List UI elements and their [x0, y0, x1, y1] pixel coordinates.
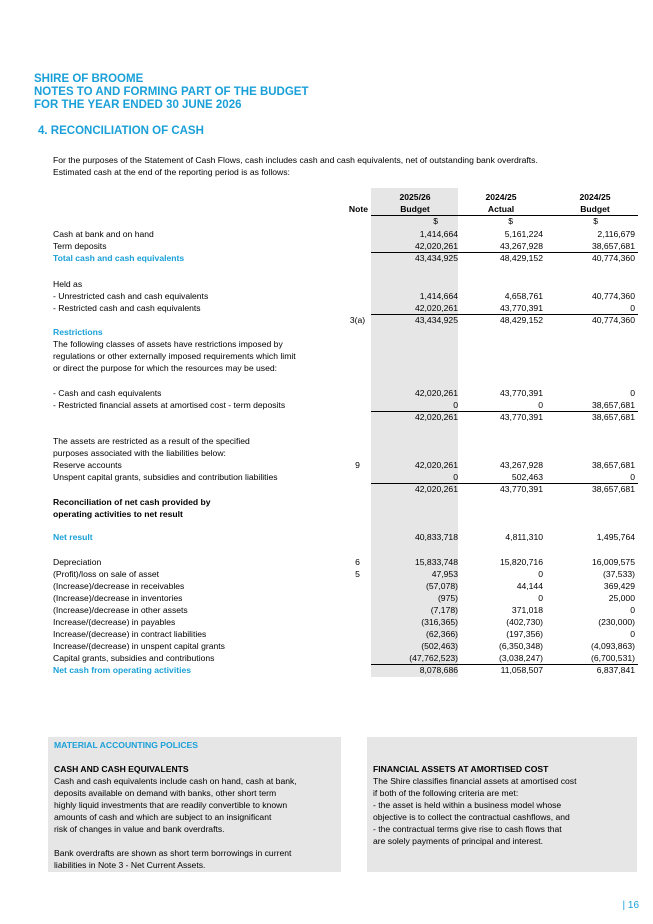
row-label: Term deposits — [53, 241, 107, 251]
col2-year: 2024/25 — [485, 192, 517, 202]
cell-actual: 43,267,928 — [499, 460, 543, 470]
overdrafts-text — [54, 847, 335, 871]
row-label: Total cash and cash equivalents — [53, 253, 185, 263]
cell-prior-budget: 16,009,575 — [591, 557, 635, 567]
cell-actual: (3,038,247) — [499, 653, 543, 663]
cell-actual: (6,350,348) — [499, 641, 543, 651]
table-row — [53, 471, 638, 483]
table-row — [53, 447, 638, 459]
report-header — [34, 73, 309, 112]
cell-prior-budget: 0 — [630, 303, 635, 313]
cell-budget: 43,434,925 — [414, 253, 458, 263]
cell-budget: 1,414,664 — [419, 229, 458, 239]
col2-header — [466, 191, 536, 215]
cell-prior-budget: 38,657,681 — [591, 400, 635, 410]
row-note: 5 — [355, 569, 360, 579]
table-row — [53, 628, 638, 640]
report-title: NOTES TO AND FORMING PART OF THE BUDGET — [34, 86, 309, 98]
row-label: regulations or other externally imposed requirements which limit — [53, 351, 296, 361]
policy-line: deposits available on demand with banks, other short term — [54, 788, 277, 798]
row-label: Unspent capital grants, subsidies and contribution liabilities — [53, 472, 278, 482]
row-label: purposes associated with the liabilities below: — [53, 448, 226, 458]
policy-line: are solely payments of principal and interest. — [373, 836, 544, 846]
cell-budget: 40,833,718 — [414, 532, 458, 542]
cell-prior-budget: 0 — [630, 388, 635, 398]
cell-budget: 42,020,261 — [414, 484, 458, 494]
cell-prior-budget: 1,495,764 — [596, 532, 635, 542]
table-row — [53, 435, 638, 447]
cell-actual: 43,770,391 — [499, 303, 543, 313]
policies-title: MATERIAL ACCOUNTING POLICES — [54, 740, 199, 750]
report-period: FOR THE YEAR ENDED 30 JUNE 2026 — [34, 99, 242, 111]
amortised-cost-heading: FINANCIAL ASSETS AT AMORTISED COST — [373, 764, 549, 774]
cell-budget: (7,178) — [430, 605, 458, 615]
row-label: - Restricted financial assets at amortised cost - term deposits — [53, 400, 286, 410]
row-label: Reserve accounts — [53, 460, 122, 470]
cell-budget: (502,463) — [421, 641, 458, 651]
cell-budget: (975) — [437, 593, 458, 603]
cell-budget: 15,833,748 — [414, 557, 458, 567]
cell-actual: 0 — [538, 400, 543, 410]
cell-prior-budget: 38,657,681 — [591, 241, 635, 251]
row-note: 6 — [355, 557, 360, 567]
cell-actual: (197,356) — [506, 629, 543, 639]
table-row-total — [53, 411, 638, 423]
table-row — [53, 278, 638, 290]
col2-unit: $ — [508, 216, 513, 226]
cell-actual: 44,144 — [516, 581, 543, 591]
policy-line: The Shire classifies financial assets at amortised cost — [373, 776, 577, 786]
col1-type: Budget — [400, 204, 430, 214]
table-row — [53, 228, 638, 240]
table-row — [53, 302, 638, 314]
row-label: Net cash from operating activities — [53, 665, 192, 675]
row-label: Net result — [53, 532, 93, 542]
table-row — [53, 399, 638, 411]
table-row — [53, 568, 638, 580]
cell-prior-budget: 0 — [630, 629, 635, 639]
cell-prior-budget: (4,093,863) — [591, 641, 635, 651]
cell-actual: 43,770,391 — [499, 412, 543, 422]
cash-equivalents-text — [54, 775, 335, 835]
policy-line: risk of changes in value and bank overdrafts. — [54, 824, 225, 834]
table-row-total — [53, 314, 638, 326]
intro-paragraph: For the purposes of the Statement of Cash Flows, cash includes cash and cash equivalents, net of outstanding bank overdrafts. Estimated cash at the end of the reporting period is as follows: — [53, 155, 538, 177]
org-name: SHIRE OF BROOME — [34, 73, 144, 85]
cell-actual: 48,429,152 — [499, 253, 543, 263]
policy-line: Cash and cash equivalents include cash on hand, cash at bank, — [54, 776, 297, 786]
cell-actual: 0 — [538, 593, 543, 603]
row-label: or direct the purpose for which the resources may be used: — [53, 363, 278, 373]
row-label: (Increase)/decrease in other assets — [53, 605, 188, 615]
row-label: Increase/(decrease) in payables — [53, 617, 176, 627]
row-note: 3(a) — [349, 315, 366, 325]
section-title: 4. RECONCILIATION OF CASH — [38, 125, 204, 137]
row-label: Held as — [53, 279, 83, 289]
cell-budget: (57,078) — [425, 581, 458, 591]
cell-prior-budget: 25,000 — [608, 593, 635, 603]
table-row — [53, 387, 638, 399]
cell-budget: 0 — [453, 400, 458, 410]
cell-prior-budget: 40,774,360 — [591, 315, 635, 325]
cell-budget: 42,020,261 — [414, 412, 458, 422]
table-row — [53, 616, 638, 628]
table-row — [53, 640, 638, 652]
cell-budget: (62,366) — [425, 629, 458, 639]
table-row — [53, 362, 638, 374]
row-label: Increase/(decrease) in unspent capital grants — [53, 641, 225, 651]
cell-budget: 42,020,261 — [414, 241, 458, 251]
policy-line: if both of the following criteria are met: — [373, 788, 519, 798]
col1-header — [372, 191, 458, 215]
cell-prior-budget: (6,700,531) — [591, 653, 635, 663]
col2-type: Actual — [487, 204, 515, 214]
col3-header — [560, 191, 630, 215]
row-label: Increase/(decrease) in contract liabilities — [53, 629, 207, 639]
table-row — [53, 240, 638, 252]
cell-prior-budget: 38,657,681 — [591, 484, 635, 494]
row-label: The following classes of assets have restrictions imposed by — [53, 339, 283, 349]
cell-prior-budget: (37,533) — [602, 569, 635, 579]
cell-actual: 43,770,391 — [499, 388, 543, 398]
row-label: The assets are restricted as a result of the specified — [53, 436, 250, 446]
row-label: (Increase)/decrease in receivables — [53, 581, 185, 591]
row-label: - Restricted cash and cash equivalents — [53, 303, 201, 313]
row-label: Reconciliation of net cash provided by — [53, 497, 211, 507]
table-row — [53, 350, 638, 362]
cell-budget: 42,020,261 — [414, 303, 458, 313]
page-number: | 16 — [622, 900, 639, 911]
cell-prior-budget: 6,837,841 — [596, 665, 635, 675]
table-row — [53, 326, 638, 338]
amortised-cost-text — [373, 775, 631, 847]
table-row — [53, 652, 638, 664]
cell-actual: 15,820,716 — [499, 557, 543, 567]
row-label: Restrictions — [53, 327, 103, 337]
table-row — [53, 604, 638, 616]
col1-year: 2025/26 — [399, 192, 431, 202]
policy-line: - the contractual terms give rise to cash flows that — [373, 824, 562, 834]
policies-left-box — [48, 737, 341, 872]
cell-actual: 4,658,761 — [504, 291, 543, 301]
cell-budget: 47,953 — [431, 569, 458, 579]
col3-type: Budget — [580, 204, 610, 214]
policy-line: highly liquid investments that are readily convertible to known — [54, 800, 288, 810]
cell-budget: (316,365) — [421, 617, 458, 627]
cell-prior-budget: 0 — [630, 472, 635, 482]
cell-actual: 11,058,507 — [500, 665, 543, 675]
cell-actual: 43,770,391 — [499, 484, 543, 494]
cell-prior-budget: 40,774,360 — [591, 253, 635, 263]
table-row — [53, 592, 638, 604]
cell-actual: 502,463 — [511, 472, 543, 482]
cell-budget: 0 — [453, 472, 458, 482]
cell-actual: (402,730) — [506, 617, 543, 627]
cell-prior-budget: 0 — [630, 605, 635, 615]
cell-budget: 1,414,664 — [419, 291, 458, 301]
table-row — [53, 580, 638, 592]
cell-prior-budget: 40,774,360 — [591, 291, 635, 301]
table-row — [53, 556, 638, 568]
table-row — [53, 496, 638, 508]
policy-line: - the asset is held within a business model whose — [373, 800, 562, 810]
cell-budget: (47,762,523) — [409, 653, 458, 663]
row-label: (Profit)/loss on sale of asset — [53, 569, 160, 579]
cell-actual: 371,018 — [511, 605, 543, 615]
cell-budget: 43,434,925 — [414, 315, 458, 325]
policy-line: liabilities in Note 3 - Net Current Assets. — [54, 860, 206, 870]
table-row — [53, 338, 638, 350]
col-note-header: Note — [348, 204, 368, 214]
cell-prior-budget: 2,116,679 — [597, 229, 635, 239]
policy-line: objective is to collect the contractual cashflows, and — [373, 812, 570, 822]
cell-budget: 42,020,261 — [414, 388, 458, 398]
policies-right-box — [367, 737, 637, 872]
table-row-total — [53, 664, 638, 676]
cell-actual: 48,429,152 — [499, 315, 543, 325]
row-label: - Unrestricted cash and cash equivalents — [53, 291, 209, 301]
row-label: Capital grants, subsidies and contributions — [53, 653, 215, 663]
row-label: (Increase)/decrease in inventories — [53, 593, 183, 603]
row-label: - Cash and cash equivalents — [53, 388, 162, 398]
cell-budget: 8,078,686 — [419, 665, 458, 675]
cash-equivalents-heading: CASH AND CASH EQUIVALENTS — [54, 764, 189, 774]
row-label: operating activities to net result — [53, 509, 183, 519]
cell-actual: 0 — [538, 569, 543, 579]
table-row — [53, 508, 638, 520]
cell-budget: 42,020,261 — [414, 460, 458, 470]
row-label: Cash at bank and on hand — [53, 229, 154, 239]
row-label: Depreciation — [53, 557, 102, 567]
table-row — [53, 459, 638, 471]
cell-prior-budget: (230,000) — [598, 617, 635, 627]
table-row — [53, 290, 638, 302]
table-row — [53, 531, 638, 543]
units-row — [53, 215, 638, 227]
row-note: 9 — [355, 460, 360, 470]
cell-prior-budget: 369,429 — [603, 581, 635, 591]
policy-line: Bank overdrafts are shown as short term borrowings in current — [54, 848, 292, 858]
col1-unit: $ — [433, 216, 438, 226]
table-row-total — [53, 252, 638, 264]
cell-prior-budget: 38,657,681 — [591, 412, 635, 422]
col3-unit: $ — [593, 216, 598, 226]
cell-actual: 4,811,310 — [505, 532, 543, 542]
cell-actual: 43,267,928 — [499, 241, 543, 251]
col3-year: 2024/25 — [579, 192, 611, 202]
cell-prior-budget: 38,657,681 — [591, 460, 635, 470]
policy-line: amounts of cash and which are subject to an insignificant — [54, 812, 272, 822]
cell-actual: 5,161,224 — [504, 229, 543, 239]
table-row-total — [53, 483, 638, 495]
